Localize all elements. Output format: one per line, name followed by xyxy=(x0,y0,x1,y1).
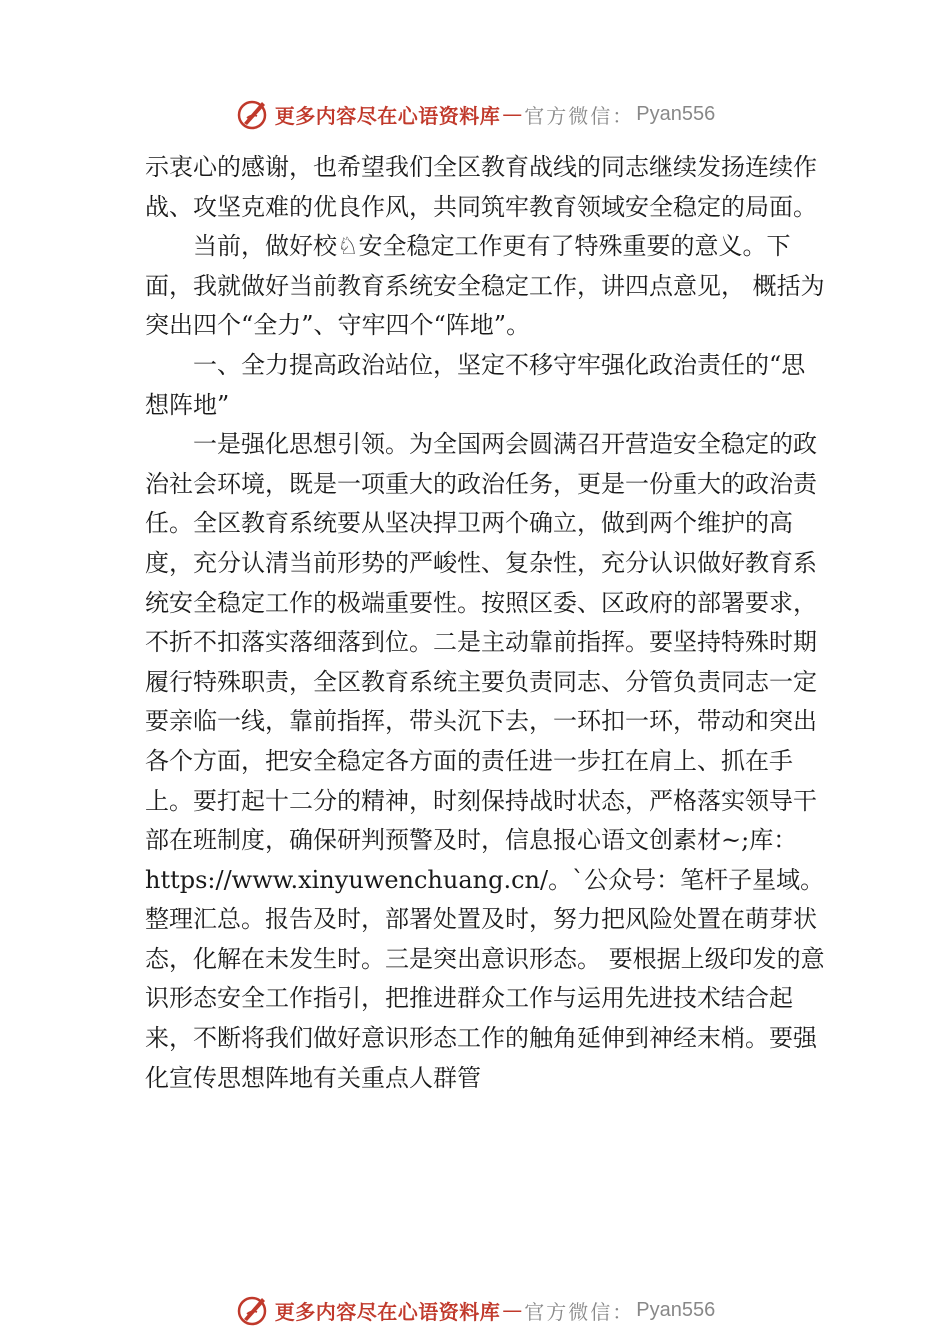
header-wechat-id: Pyan556 xyxy=(636,102,716,125)
header-wechat-label: 官方微信： xyxy=(524,103,635,128)
header-separator: — xyxy=(502,102,523,126)
footer-promo-text: 更多内容尽在心语资料库 xyxy=(274,1299,501,1324)
footer-wechat-id: Pyan556 xyxy=(636,1298,716,1321)
header-promo-text: 更多内容尽在心语资料库 xyxy=(274,103,501,128)
footer-separator: — xyxy=(502,1298,523,1322)
paragraph-3: 一是强化思想引领。为全国两会圆满召开营造安全稳定的政治社会环境，既是一项重大的政治任务，更是一份重大的政治责任。全区教育系统要从坚决捍卫两个确立，做到两个维护的高度，充分认清当前形势的严峻性、复杂性，充分认识做好教育系统安全稳定工作的极端重要性。按照区委、区政府的部署要求，不折不扣落实落细落到位。二是主动靠前指挥。要坚持特殊时期履行特殊职责，全区教育系统主要负责同志、分管负责同志一定要亲临一线，靠前指挥，带头沉下去，一环扣一环，带动和突出各个方面，把安全稳定各方面的责任进一步扛在肩上、抓在手上。要打起十二分的精神，时刻保持战时状态，严格落实领导干部在班制度，确保研判预警及时，信息报心语文创素材~;库：https://www.xinyuwenchuang.cn/。`公众号：笔杆子星域。整理汇总。报告及时，部署处置及时，努力把风险处置在萌芽状态，化解在未发生时。三是突出意识形态。 要根据上级印发的意识形态安全工作指引，把推进群众工作与运用先进技术结合起来，不断将我们做好意识形态工作的触角延伸到神经末梢。要强化宣传思想阵地有关重点人群管 xyxy=(145,430,825,1092)
quill-logo-icon xyxy=(235,1292,271,1328)
footer-banner xyxy=(0,1290,950,1330)
quill-logo-icon xyxy=(235,96,271,132)
paragraph-2: 当前，做好校♘安全稳定工作更有了特殊重要的意义。下面，我就做好当前教育系统安全稳定工作，讲四点意见， 概括为突出四个“全力”、守牢四个“阵地”。 xyxy=(145,232,825,340)
document-body xyxy=(145,148,825,1098)
paragraph-1: 示衷心的感谢，也希望我们全区教育战线的同志继续发扬连续作战、攻坚克难的优良作风，共同筑牢教育领域安全稳定的局面。 xyxy=(145,153,817,221)
footer-wechat-label: 官方微信： xyxy=(524,1299,635,1324)
section-heading-1: 一、全力提高政治站位，坚定不移守牢强化政治责任的“思想阵地” xyxy=(145,350,806,419)
header-banner xyxy=(0,94,950,134)
